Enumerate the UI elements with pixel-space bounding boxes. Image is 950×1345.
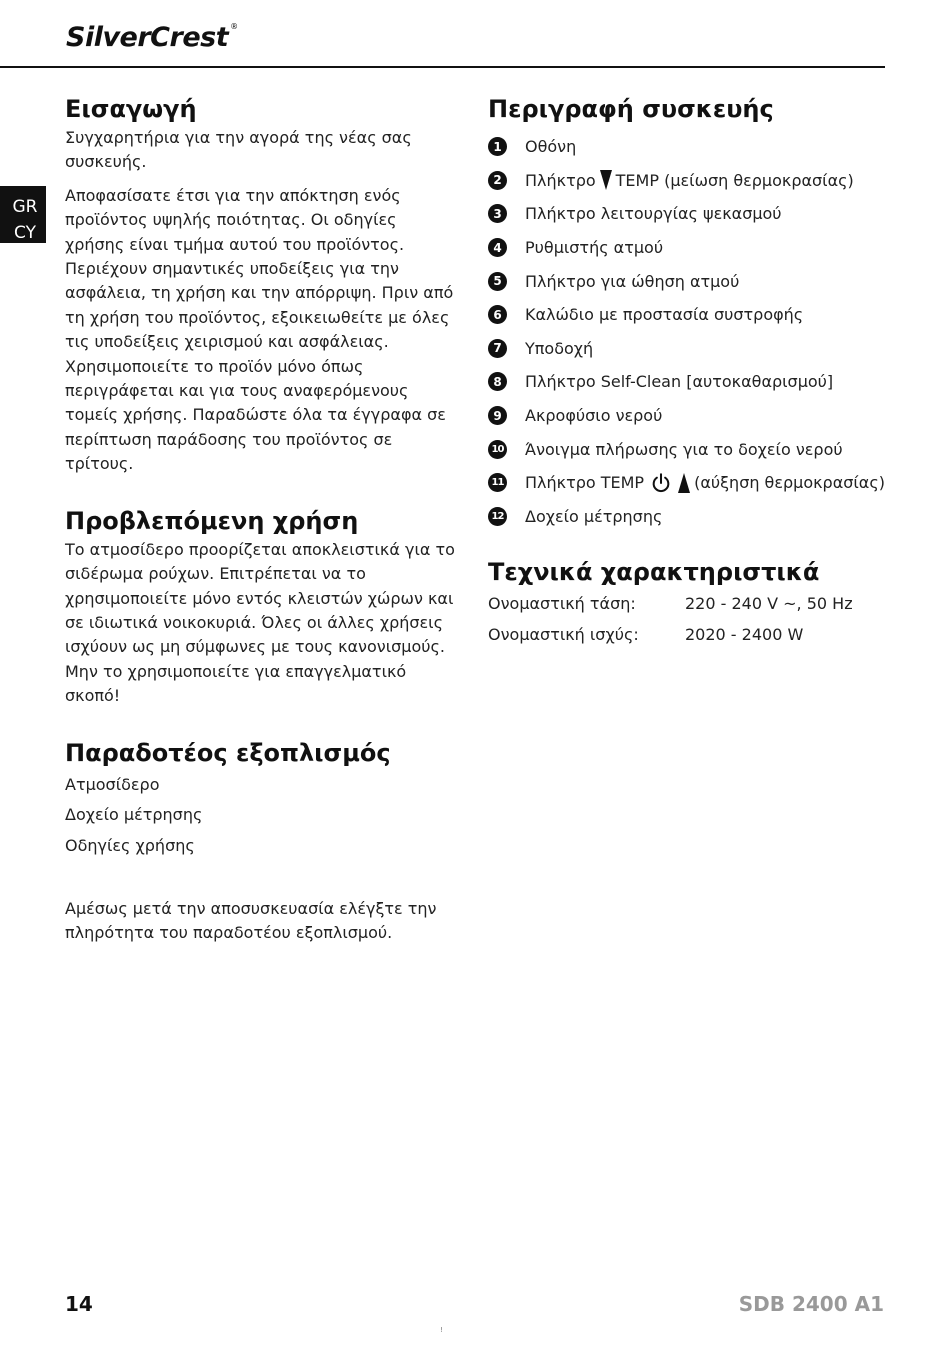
part-number-badge: 8	[488, 372, 507, 391]
list-item	[488, 197, 888, 231]
right-column	[488, 92, 888, 650]
spec-label: Ονομαστική τάση:	[488, 594, 636, 614]
equipment-item: Ατμοσίδερο	[65, 774, 160, 794]
brand-logo: SilverCrest ®	[66, 22, 238, 53]
intro-paragraph-2: Αποφασίσατε έτσι για την απόκτηση ενός προϊόντος υψηλής ποιότητας. Οι οδηγίες χρήσης είναι τμήμα αυτού του προϊόντος. Περιέχουν σημαντικές υποδείξεις για την ασφάλεια, τη χρήση και την απόρριψη. Πριν από τη χρήση του προϊόντος, εξοικειωθείτε με όλες τις υποδείξεις χειρισμού και ασφάλειας. Χρησιμοποιείτε το προϊόν μόνο όπως περιγράφεται και για τους αναφερόμενους τομείς χρήσης. Παραδώστε όλα τα έγγραφα σε περίπτωση παράδοσης του προϊόντος σε τρίτους.	[65, 185, 454, 474]
part-number-badge: 12	[488, 507, 507, 526]
part-number-badge: 3	[488, 204, 507, 223]
intended-use-heading: Προβλεπόμενη χρήση	[65, 506, 359, 535]
header-rule	[0, 66, 885, 68]
list-item	[488, 432, 888, 466]
part-number-badge: 1	[488, 137, 507, 156]
part-number-badge: 4	[488, 238, 507, 257]
left-column	[65, 92, 460, 946]
equipment-heading: Παραδοτέος εξοπλισμός	[65, 738, 391, 767]
print-mark: !	[440, 1326, 443, 1334]
intro-section	[65, 92, 460, 477]
part-label: Ρυθμιστής ατμού	[525, 238, 664, 258]
part-label: Πλήκτρο	[525, 170, 596, 190]
equipment-section	[65, 736, 460, 862]
intended-use-paragraph: Το ατμοσίδερο προορίζεται αποκλειστικά για το σιδέρωμα ρούχων. Επιτρέπεται να το χρησιμοποιείτε μόνο εντός κλειστών χώρων και σε ιδιωτικά νοικοκυριά. Όλες οι άλλες χρήσεις ισχύουν ως μη σύμφωνες με τους κανονισμούς. Μην το χρησιμοποιείτε για επαγγελματικό σκοπό!	[65, 539, 455, 706]
model-number: SDB 2400 A1	[738, 1292, 884, 1316]
spec-label: Ονομαστική ισχύς:	[488, 624, 639, 644]
list-item	[488, 264, 888, 298]
device-section	[488, 92, 888, 533]
page-number: 14	[65, 1292, 93, 1316]
part-label: TEMP (μείωση θερμοκρασίας)	[615, 170, 854, 190]
part-label: Πλήκτρο λειτουργίας ψεκασμού	[525, 204, 782, 224]
power-icon	[650, 472, 672, 494]
part-number-badge: 6	[488, 305, 507, 324]
part-number-badge: 11	[488, 473, 507, 492]
part-number-badge: 9	[488, 406, 507, 425]
part-number-badge: 2	[488, 171, 507, 190]
list-item	[488, 466, 888, 500]
part-number-badge: 7	[488, 339, 507, 358]
language-code-gr: GR	[12, 197, 38, 217]
spec-row-voltage	[488, 589, 888, 620]
equipment-note: Αμέσως μετά την αποσυσκευασία ελέγξτε την πληρότητα του παραδοτέου εξοπλισμού.	[65, 899, 437, 943]
part-label: Πλήκτρο για ώθηση ατμού	[525, 271, 740, 291]
list-item	[488, 130, 888, 164]
tech-section	[488, 555, 888, 650]
part-label: Καλώδιο με προστασία συστροφής	[525, 305, 804, 325]
part-label: Πλήκτρο TEMP	[525, 473, 645, 493]
list-item	[488, 298, 888, 332]
intro-paragraph-1: Συγχαρητήρια για την αγορά της νέας σας συσκευής.	[65, 128, 412, 172]
intended-use-section	[65, 504, 460, 709]
part-label: (αύξηση θερμοκρασίας)	[694, 473, 885, 493]
equipment-item: Δοχείο μέτρησης	[65, 805, 203, 825]
part-number-badge: 10	[488, 440, 507, 459]
list-item	[488, 500, 888, 534]
equipment-item: Οδηγίες χρήσης	[65, 835, 195, 855]
list-item	[488, 231, 888, 265]
language-code-cy: CY	[14, 223, 36, 243]
device-heading: Περιγραφή συσκευής	[488, 95, 774, 123]
language-tab	[0, 186, 46, 243]
part-label: Ακροφύσιο νερού	[525, 406, 663, 426]
triangle-up-icon	[678, 473, 690, 493]
spec-value: 220 - 240 V ~, 50 Hz	[685, 594, 853, 614]
spec-value: 2020 - 2400 W	[685, 624, 804, 644]
intro-heading: Εισαγωγή	[65, 95, 197, 123]
list-item	[488, 164, 888, 198]
tech-heading: Τεχνικά χαρακτηριστικά	[488, 558, 820, 587]
list-item	[488, 365, 888, 399]
part-label: Δοχείο μέτρησης	[525, 506, 663, 526]
part-label: Πλήκτρο Self-Clean [αυτοκαθαρισμού]	[525, 372, 834, 392]
part-number-badge: 5	[488, 272, 507, 291]
spec-row-power	[488, 620, 888, 651]
part-label: Οθόνη	[525, 137, 577, 157]
list-item	[488, 399, 888, 433]
triangle-down-icon	[600, 170, 612, 190]
list-item	[488, 332, 888, 366]
part-label: Υποδοχή	[525, 338, 594, 358]
part-label: Άνοιγμα πλήρωσης για το δοχείο νερού	[525, 439, 843, 459]
parts-list	[488, 130, 888, 533]
